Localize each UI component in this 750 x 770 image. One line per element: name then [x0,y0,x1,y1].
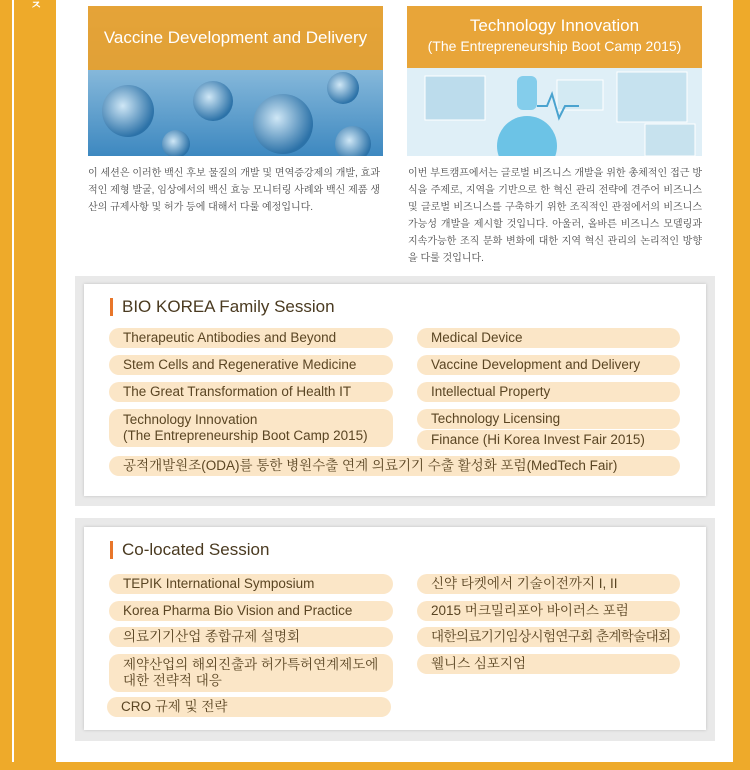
frame-glyph-icon: ㅈ [30,0,42,12]
session-oda-medtech-fair[interactable]: 공적개발원조(ODA)를 통한 병원수출 연계 의료기기 수출 활성화 포럼(MedTech Fair) [109,456,680,476]
session-cro-regulation[interactable]: CRO 규제 및 전략 [107,697,391,717]
session-therapeutic-antibodies[interactable]: Therapeutic Antibodies and Beyond [109,328,393,348]
session-new-drug-target[interactable]: 신약 타켓에서 기술이전까지 I, II [417,574,680,594]
session-technology-innovation-line2: (The Entrepreneurship Boot Camp 2015) [123,428,368,443]
session-technology-innovation-line1: Technology Innovation [123,412,258,427]
session-intellectual-property[interactable]: Intellectual Property [417,382,680,402]
session-pharma-overseas-strategy[interactable] [109,654,393,692]
session-finance[interactable]: Finance (Hi Korea Invest Fair 2015) [417,430,680,450]
left-frame-bar [0,0,56,770]
session-merck-virus-forum[interactable]: 2015 머크밀리포아 바이러스 포럼 [417,601,680,621]
right-frame-bar [733,0,750,770]
session-wellness-symposium[interactable]: 웰니스 심포지엄 [417,654,680,674]
session-pharma-overseas-strategy-line2: 대한 전략적 대응 [123,673,222,688]
session-medical-device[interactable]: Medical Device [417,328,680,348]
session-tepik-symposium[interactable]: TEPIK International Symposium [109,574,393,594]
session-technology-licensing[interactable]: Technology Licensing [417,409,680,429]
session-technology-innovation[interactable] [109,409,393,447]
technology-card-title [407,6,702,68]
session-medical-device-regulation[interactable]: 의료기기산업 종합규제 설명회 [109,627,393,647]
colocated-session-title: Co-located Session [110,541,269,559]
colocated-session-panel [75,518,715,741]
colocated-session-box [84,527,706,730]
session-korea-pharma-bio[interactable]: Korea Pharma Bio Vision and Practice [109,601,393,621]
technology-description: 이번 부트캠프에서는 글로벌 비즈니스 개발을 위한 총체적인 접근 방식을 주제로, 지역을 기반으로 한 혁신 관리 전략에 견주어 비즈니스 및 글로벌 비즈니스를 구축하기 위한 조직적인 관점에서의 비즈니스 가능성 개발을 제시할 것입니다. 아울러, 올바른 비즈니스 모델링과 지속가능한 조직 문화 변화에 대한 지역 혁신 관리의 논리적인 방향을 다룰 것입니다. [408,168,702,264]
technology-card-title-main: Technology Innovation [469,16,640,35]
vaccine-card-title: Vaccine Development and Delivery [88,6,383,70]
vaccine-description: 이 세션은 이러한 백신 후보 물질의 개발 및 면역증강제의 개발, 효과적인 제형 발굴, 임상에서의 백신 효능 모니터링 사례와 백신 제품 생산의 규제사항 및 허가 등에 대해서 다룰 예정입니다. [88,168,380,213]
session-clinical-trial-conference[interactable]: 대한의료기기임상시험연구회 춘계학술대회 [417,627,680,647]
family-session-box [84,284,706,496]
family-session-panel [75,276,715,506]
left-frame-line [12,0,14,770]
family-session-title: BIO KOREA Family Session [110,298,335,316]
session-health-it[interactable]: The Great Transformation of Health IT [109,382,393,402]
technology-card-subtitle: (The Entrepreneurship Boot Camp 2015) [427,38,682,54]
session-vaccine-development[interactable]: Vaccine Development and Delivery [417,355,680,375]
bottom-frame-bar [0,762,750,770]
session-pharma-overseas-strategy-line1: 제약산업의 해외진출과 허가특허연계제도에 [123,657,379,672]
session-stem-cells[interactable]: Stem Cells and Regenerative Medicine [109,355,393,375]
technology-card[interactable] [407,6,702,156]
vaccine-card[interactable] [88,6,383,156]
